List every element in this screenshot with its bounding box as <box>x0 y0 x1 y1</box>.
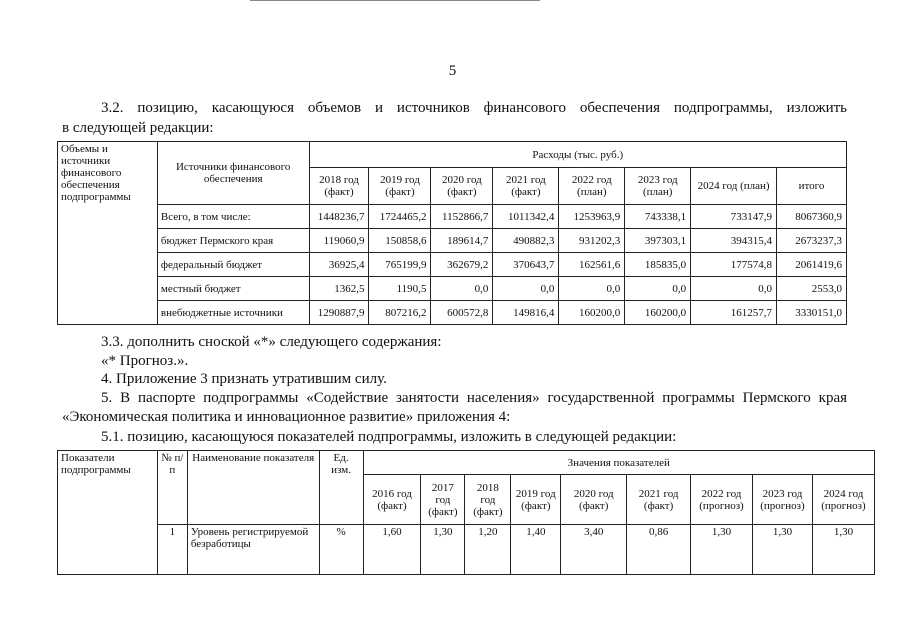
indicators-table <box>57 450 875 575</box>
cell: 160200,0 <box>625 301 691 325</box>
cell: 36925,4 <box>309 253 369 277</box>
year-header: 2022 год (план) <box>559 168 625 205</box>
row-label: федеральный бюджет <box>157 253 309 277</box>
cell: 2673237,3 <box>776 229 846 253</box>
cell: 394315,4 <box>691 229 777 253</box>
paragraph-5-line2: «Экономическая политика и инновационное развитие» приложения 4: <box>62 409 511 425</box>
row-number: 1 <box>157 525 187 575</box>
cell: 733147,9 <box>691 205 777 229</box>
cell: 119060,9 <box>309 229 369 253</box>
unit-header: Ед. изм. <box>319 451 363 525</box>
cell: 162561,6 <box>559 253 625 277</box>
financing-sources-header: Источники финансового обеспечения <box>157 142 309 205</box>
cell: 1362,5 <box>309 277 369 301</box>
number-header: № п/п <box>157 451 187 525</box>
page-number: 5 <box>448 63 457 79</box>
paragraph-3-3: 3.3. дополнить сноской «*» следующего содержания: <box>101 334 442 350</box>
cell: 8067360,9 <box>776 205 846 229</box>
year-header: 2019 год (факт) <box>369 168 431 205</box>
cell: 1190,5 <box>369 277 431 301</box>
unit: % <box>319 525 363 575</box>
top-rule <box>250 0 540 2</box>
cell: 161257,7 <box>691 301 777 325</box>
cell: 1,30 <box>691 525 753 575</box>
cell: 362679,2 <box>431 253 493 277</box>
table-row <box>58 205 847 229</box>
cell: 1011342,4 <box>493 205 559 229</box>
cell: 397303,1 <box>625 229 691 253</box>
cell: 1724465,2 <box>369 205 431 229</box>
cell: 807216,2 <box>369 301 431 325</box>
row-label: внебюджетные источники <box>157 301 309 325</box>
row-label: Всего, в том числе: <box>157 205 309 229</box>
row-label: бюджет Пермского края <box>157 229 309 253</box>
table-row <box>58 277 847 301</box>
cell: 1,40 <box>511 525 561 575</box>
cell: 765199,9 <box>369 253 431 277</box>
cell: 0,0 <box>431 277 493 301</box>
year-header: 2023 год (прогноз) <box>752 475 812 525</box>
table-row <box>58 229 847 253</box>
table-row <box>58 525 875 575</box>
cell: 600572,8 <box>431 301 493 325</box>
year-header: 2019 год (факт) <box>511 475 561 525</box>
paragraph-3-2-line2: в следующей редакции: <box>62 120 214 136</box>
financing-volume-header: Объемы и источники финансового обеспечения подпрограммы <box>58 142 158 325</box>
cell: 0,0 <box>625 277 691 301</box>
cell: 1,60 <box>363 525 421 575</box>
table-row <box>58 253 847 277</box>
cell: 2061419,6 <box>776 253 846 277</box>
cell: 189614,7 <box>431 229 493 253</box>
cell: 149816,4 <box>493 301 559 325</box>
cell: 2553,0 <box>776 277 846 301</box>
indicator-name-header: Наименование показателя <box>187 451 319 525</box>
year-header: 2018 год (факт) <box>309 168 369 205</box>
year-header: 2024 год (план) <box>691 168 777 205</box>
cell: 1253963,9 <box>559 205 625 229</box>
cell: 0,0 <box>493 277 559 301</box>
cell: 1,20 <box>465 525 511 575</box>
cell: 931202,3 <box>559 229 625 253</box>
row-label: местный бюджет <box>157 277 309 301</box>
cell: 1448236,7 <box>309 205 369 229</box>
cell: 1290887,9 <box>309 301 369 325</box>
year-header: 2018 год (факт) <box>465 475 511 525</box>
cell: 3,40 <box>561 525 627 575</box>
year-header: 2021 год (факт) <box>627 475 691 525</box>
cell: 743338,1 <box>625 205 691 229</box>
cell: 160200,0 <box>559 301 625 325</box>
table-row <box>58 301 847 325</box>
year-header: 2016 год (факт) <box>363 475 421 525</box>
indicator-name: Уровень регистрируемой безработицы <box>187 525 319 575</box>
footnote-text: «* Прогноз.». <box>101 353 189 369</box>
cell: 1,30 <box>752 525 812 575</box>
values-group-header: Значения показателей <box>363 451 874 475</box>
paragraph-5-line1: 5. В паспорте подпрограммы «Содействие занятости населения» государственной программы Пермского края <box>101 390 847 406</box>
year-header: 2023 год (план) <box>625 168 691 205</box>
cell: 177574,8 <box>691 253 777 277</box>
cell: 1152866,7 <box>431 205 493 229</box>
paragraph-4: 4. Приложение 3 признать утратившим силу. <box>101 371 387 387</box>
year-header: 2022 год (прогноз) <box>691 475 753 525</box>
paragraph-3-2-line1: 3.2. позицию, касающуюся объемов и источников финансового обеспечения подпрограммы, изложить <box>101 100 847 116</box>
year-header: 2020 год (факт) <box>431 168 493 205</box>
cell: 3330151,0 <box>776 301 846 325</box>
cell: 490882,3 <box>493 229 559 253</box>
financing-table <box>57 141 847 325</box>
year-header: 2020 год (факт) <box>561 475 627 525</box>
year-header: 2017 год (факт) <box>421 475 465 525</box>
cell: 0,0 <box>559 277 625 301</box>
cell: 0,86 <box>627 525 691 575</box>
cell: 185835,0 <box>625 253 691 277</box>
cell: 0,0 <box>691 277 777 301</box>
cell: 370643,7 <box>493 253 559 277</box>
expenses-group-header: Расходы (тыс. руб.) <box>309 142 846 168</box>
cell: 1,30 <box>812 525 874 575</box>
cell: 1,30 <box>421 525 465 575</box>
cell: 150858,6 <box>369 229 431 253</box>
indicators-header: Показатели подпрограммы <box>58 451 158 575</box>
year-header: 2024 год (прогноз) <box>812 475 874 525</box>
year-header: 2021 год (факт) <box>493 168 559 205</box>
total-header: итого <box>776 168 846 205</box>
paragraph-5-1: 5.1. позицию, касающуюся показателей подпрограммы, изложить в следующей редакции: <box>101 429 677 445</box>
